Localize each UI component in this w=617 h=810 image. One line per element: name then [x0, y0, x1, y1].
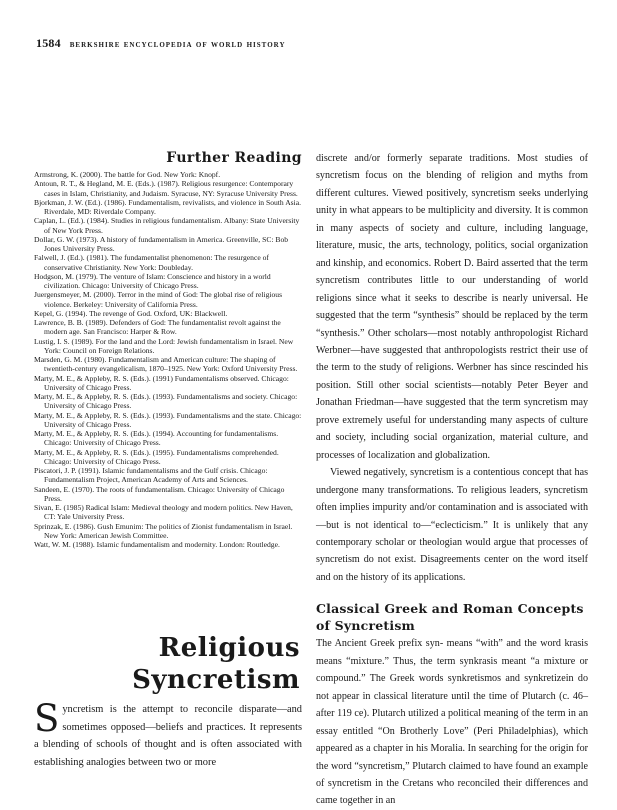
section-heading: Classical Greek and Roman Concepts of Syncretism	[316, 601, 584, 634]
further-reading-heading: Further Reading	[166, 150, 302, 166]
reference-item: Marty, M. E., & Appleby, R. S. (Eds.). (1993). Fundamentalisms and society. Chicago: University of Chicago Press.	[34, 392, 298, 411]
reference-item: Marty, M. E., & Appleby, R. S. (Eds.). (1994). Accounting for fundamentalisms. Chicago: University of Chicago Press.	[34, 429, 279, 448]
reference-item: Lustig, I. S. (1989). For the land and the Lord: Jewish fundamentalism in Israel. New York: Council on Foreign Relations.	[34, 336, 294, 355]
reference-item: Lawrence, B. B. (1989). Defenders of God: The fundamentalist revolt against the modern age. San Francisco: Harper & Row.	[34, 318, 281, 337]
reference-item: Marty, M. E., & Appleby, R. S. (Eds.). (1993). Fundamentalisms and the state. Chicago: University of Chicago Press.	[34, 410, 302, 429]
article-title-line-1: Religious	[158, 633, 300, 663]
intro-text: yncretism is the attempt to reconcile disparate—and sometimes opposed—beliefs and practices. It represents a blending of schools of thought and is often associated with establishing analogies between two or more	[34, 704, 302, 768]
reference-item: Hodgson, M. (1979). The venture of Islam: Conscience and history in a world civilization. Chicago: University of Chicago Press.	[34, 271, 271, 290]
reference-item: Antoun, R. T., & Hegland, M. E. (Eds.). (1987). Religious resurgence: Contemporary cases in Islam, Christianity, and Judaism. Syracuse, NY: Syracuse University Press.	[34, 179, 298, 198]
reference-item: Armstrong, K. (2000). The battle for God. New York: Knopf.	[34, 170, 221, 179]
running-head	[36, 36, 286, 51]
reference-item: Juergensmeyer, M. (2000). Terror in the mind of God: The global rise of religious violence. Berkeley: University of California Press.	[34, 290, 283, 309]
reference-item: Watt, W. M. (1988). Islamic fundamentalism and modernity. London: Routledge.	[34, 540, 280, 549]
right-column	[316, 150, 588, 810]
drop-cap: S	[34, 697, 60, 740]
reference-item: Kepel, G. (1994). The revenge of God. Oxford, UK: Blackwell.	[34, 308, 228, 318]
reference-item: Marsden, G. M. (1980). Fundamentalism and American culture: The shaping of twentieth-century evangelicalism, 1870–1925. New York: Oxford University Press.	[34, 355, 298, 374]
reference-item: Dollar, G. W. (1973). A history of fundamentalism in America. Greenville, SC: Bob Jones University Press.	[34, 234, 289, 253]
article-title	[60, 632, 300, 696]
book-title: berkshire encyclopedia of world history	[69, 40, 286, 50]
reference-item: Piscatori, J. P. (1991). Islamic fundamentalisms and the Gulf crisis. Chicago: Fundamentalism Project, American Academy of Arts and Sciences.	[34, 466, 268, 485]
reference-item: Marty, M. E., & Appleby, R. S. (Eds.). (1995). Fundamentalisms comprehended. Chicago: University of Chicago Press.	[34, 447, 279, 466]
body-paragraph-2: Viewed negatively, syncretism is a contentious concept that has undergone many transformations. To religious leaders, syncretism often implies impurity and/or contamination and is associated with—but is not identical to—“eclecticism.” It is unlikely that any contemporary scholar or theologian would argue that processes of syncretism do not exist. Disagreements center on the word itself and on the history of its applications.	[316, 467, 588, 583]
reference-item: Caplan, L. (Ed.). (1984). Studies in religious fundamentalism. Albany: State University of New York Press.	[34, 216, 300, 235]
reference-list	[34, 170, 302, 549]
intro-paragraph	[34, 697, 302, 771]
body-paragraph-1: discrete and/or formerly separate traditions. Most studies of syncretism focus on the blending of religion and myths from different cultures. Viewed positively, syncretism seeks underlying unity in what appears to be multiplicity and diversity. It is common in many aspects of society and culture, including language, literature, music, the arts, technology, politics, social organization and kinship, and economics. Robert D. Baird asserted that the term syncretism contributes little to our understanding of world religions since what it seeks to describe is nearly universal. He suggested that the term “synthesis” should be replaced by the term “synthesis.” Other scholars—most notably anthropologist Richard Werbner—have suggested that anthropologists restrict their use of the term to the study of religions. Werbner has since rescinded his position. Still other social scientists—notably Peter Beyer and Jonathan Friedman—have suggested that the term syncretism may prove extremely useful for understanding many aspects of culture and society, including social organization, material culture, and processes of localization and globalization.	[316, 153, 588, 461]
reference-item: Sprinzak, E. (1986). Gush Emunim: The politics of Zionist fundamentalism in Israel. New York: American Jewish Committee.	[34, 521, 293, 540]
page-number: 1584	[36, 36, 61, 50]
reference-item: Marty, M. E., & Appleby, R. S. (Eds.). (1991) Fundamentalisms observed. Chicago: University of Chicago Press.	[34, 373, 289, 392]
reference-item: Bjorkman, J. W. (Ed.). (1986). Fundamentalism, revivalists, and violence in South Asia. Riverdale, MD: Riverdale Company.	[34, 197, 302, 216]
body-paragraph-3: The Ancient Greek prefix syn- means “with” and the word krasis means “mixture.” Thus, the term synkrasis meant “a mixture or compound.” The Greek words synkretismos and synkretizein do not appear in classical literature until the time of Plutarch (c. 46–after 119 ce). Plutarch utilized a political meaning of the term in an essay entitled “On Brotherly Love” (Peri Philadelphias), which appeared as a chapter in his Moralia. In searching for the origin for the word “syncretism,” Plutarch claimed to have found an example of syncretism in the Cretans who reconciled their differences and came together in an	[316, 638, 588, 807]
reference-item: Sandeen, E. (1970). The roots of fundamentalism. Chicago: University of Chicago Press.	[34, 484, 285, 503]
reference-item: Sivan, E. (1985) Radical Islam: Medieval theology and modern politics. New Haven, CT: Yale University Press.	[34, 503, 293, 522]
article-title-line-2: Syncretism	[132, 665, 300, 695]
reference-item: Falwell, J. (Ed.). (1981). The fundamentalist phenomenon: The resurgence of conservative Christianity. New York: Doubleday.	[34, 253, 269, 272]
further-reading-section	[34, 150, 302, 549]
